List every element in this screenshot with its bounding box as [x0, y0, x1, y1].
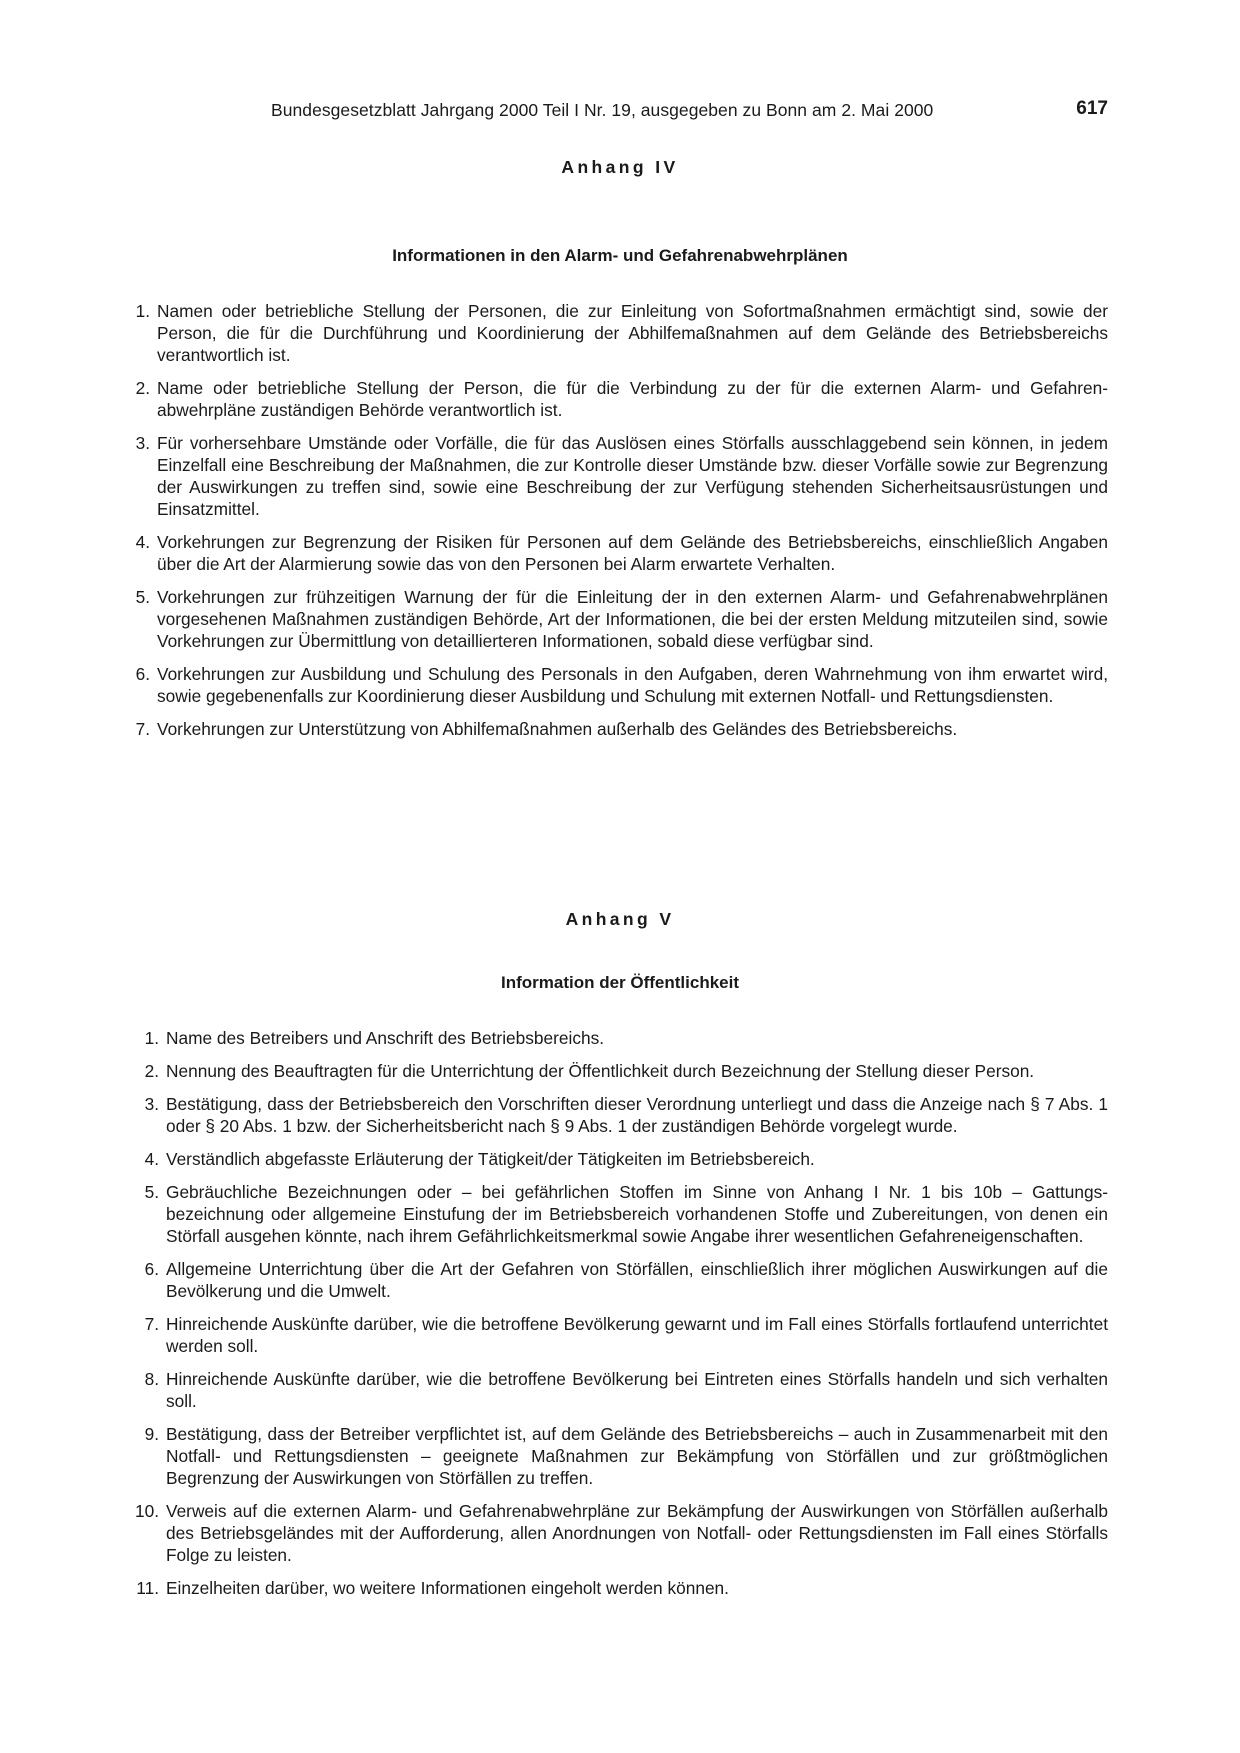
- item-number: 4.: [135, 532, 150, 552]
- item-text: Verweis auf die externen Alarm- und Gefahrenabwehrpläne zur Bekämpfung der Auswirkungen von Störfällen außerhalb des Betriebsgeländes mit der Aufforderung, allen Anordnungen von Notfall- oder Rettungsdiensten im Fall eines Störfalls Folge zu leisten.: [166, 1501, 1108, 1565]
- item-number: 5.: [144, 1182, 159, 1202]
- annex-v-list: [130, 1027, 1108, 1610]
- item-number: 1.: [135, 301, 150, 321]
- list-item: [130, 1258, 1108, 1302]
- item-text: Name des Betreibers und Anschrift des Betriebsbereichs.: [166, 1028, 605, 1048]
- item-number: 7.: [144, 1314, 159, 1334]
- list-item: [130, 1500, 1108, 1566]
- item-number: 3.: [144, 1094, 159, 1114]
- item-number: 4.: [144, 1149, 159, 1169]
- list-item: [130, 718, 1108, 740]
- list-item: [130, 1027, 1108, 1049]
- item-text: Vorkehrungen zur frühzeitigen Warnung der für die Einleitung der in den externen Alarm- und Gefahrenabwehrplänen vorgesehenen Maßnahmen zuständigen Behörde, Art der Informationen, die bei der ersten Meldung mitzuteilen sind, sowie Vorkehrungen zur Übermittlung von detaillierteren Informationen, sobald diese verfügbar sind.: [157, 587, 1108, 651]
- item-text: Bestätigung, dass der Betriebsbereich den Vorschriften dieser Verordnung unterliegt und dass die Anzeige nach § 7 Abs. 1 oder § 20 Abs. 1 bzw. der Sicherheitsbericht nach § 9 Abs. 1 der zuständigen Behörde vorgelegt wurde.: [166, 1094, 1108, 1136]
- list-item: [130, 1181, 1108, 1247]
- item-number: 10.: [134, 1501, 159, 1521]
- list-item: [130, 663, 1108, 707]
- annex-iv-title: Anhang IV: [561, 157, 679, 177]
- running-header: Bundesgesetzblatt Jahrgang 2000 Teil I Nr. 19, ausgegeben zu Bonn am 2. Mai 2000: [271, 100, 934, 120]
- item-text: Namen oder betriebliche Stellung der Personen, die zur Einleitung von Sofortmaßnahmen ermächtigt sind, sowie der Person, die für die Durchführung und Koordinierung der Abhilfemaßnahmen auf dem Gelände des Betriebsbereichs verantwortlich ist.: [157, 301, 1108, 365]
- list-item: [130, 1423, 1108, 1489]
- item-text: Bestätigung, dass der Betreiber verpflichtet ist, auf dem Gelände des Betriebsbereichs – auch in Zusammenarbeit mit den Notfall- und Rettungsdiensten – geeignete Maßnahmen zur Bekämpfung von Störfällen und zur größtmöglichen Begrenzung der Auswirkungen von Störfällen zu treffen.: [166, 1424, 1108, 1488]
- item-number: 6.: [144, 1259, 159, 1279]
- list-item: [130, 586, 1108, 652]
- item-number: 9.: [144, 1424, 159, 1444]
- item-text: Name oder betriebliche Stellung der Person, die für die Verbindung zu der für die externen Alarm- und Gefahrenabwehrpläne zuständigen Behörde verantwortlich ist.: [157, 378, 1108, 420]
- item-text: Hinreichende Auskünfte darüber, wie die betroffene Bevölkerung gewarnt und im Fall eines Störfalls fortlaufend unterrichtet werden soll.: [166, 1314, 1108, 1356]
- list-item: [130, 1368, 1108, 1412]
- item-number: 1.: [144, 1028, 159, 1048]
- annex-iv-subtitle: Informationen in den Alarm- und Gefahrenabwehrplänen: [392, 246, 848, 265]
- list-item: [130, 1577, 1108, 1599]
- item-text: Für vorhersehbare Umstände oder Vorfälle, die für das Auslösen eines Störfalls ausschlaggebend sein können, in jedem Einzelfall eine Beschreibung der Maßnahmen, die zur Kontrolle dieser Umstände bzw. dieser Vorfälle sowie zur Begrenzung der Auswirkungen zu treffen sind, sowie eine Beschreibung der zur Verfügung stehenden Sicherheitsausrüstungen und Einsatzmittel.: [157, 433, 1108, 519]
- list-item: [130, 377, 1108, 421]
- list-item: [130, 1313, 1108, 1357]
- item-text: Vorkehrungen zur Unterstützung von Abhilfemaßnahmen außerhalb des Geländes des Betriebsbereichs.: [157, 719, 958, 739]
- list-item: [130, 1093, 1108, 1137]
- list-item: [130, 1148, 1108, 1170]
- item-number: 7.: [135, 719, 150, 739]
- item-text: Verständlich abgefasste Erläuterung der Tätigkeit/der Tätigkeiten im Betriebsbereich.: [166, 1149, 815, 1169]
- page-number: 617: [1076, 98, 1108, 119]
- item-text: Nennung des Beauftragten für die Unterrichtung der Öffentlichkeit durch Bezeichnung der Stellung dieser Person.: [166, 1061, 1035, 1081]
- item-number: 2.: [135, 378, 150, 398]
- item-text: Vorkehrungen zur Begrenzung der Risiken für Personen auf dem Gelände des Betriebsbereichs, einschließlich Angaben über die Art der Alarmierung sowie das von den Personen bei Alarm erwartete Verhalten.: [157, 532, 1108, 574]
- item-text: Vorkehrungen zur Ausbildung und Schulung des Personals in den Aufgaben, deren Wahrnehmung von ihm erwartet wird, sowie gegebenenfalls zur Koordinierung dieser Ausbildung und Schulung mit externen Notfall- und Rettungsdiensten.: [157, 664, 1108, 706]
- item-text: Allgemeine Unterrichtung über die Art der Gefahren von Störfällen, einschließlich ihrer möglichen Auswirkungen auf die Bevölkerung und die Umwelt.: [166, 1259, 1108, 1301]
- item-text: Einzelheiten darüber, wo weitere Informationen eingeholt werden können.: [166, 1578, 729, 1598]
- item-number: 3.: [135, 433, 150, 453]
- annex-v-subtitle: Information der Öffentlichkeit: [500, 973, 740, 992]
- item-text: Hinreichende Auskünfte darüber, wie die betroffene Bevölkerung bei Eintreten eines Störfalls handeln und sich verhalten soll.: [166, 1369, 1108, 1411]
- item-number: 2.: [144, 1061, 159, 1081]
- list-item: [130, 432, 1108, 520]
- annex-iv-list: [130, 300, 1108, 751]
- list-item: [130, 531, 1108, 575]
- annex-v-title: Anhang V: [565, 909, 675, 929]
- item-number: 5.: [135, 587, 150, 607]
- list-item: [130, 300, 1108, 366]
- item-number: 8.: [144, 1369, 159, 1389]
- item-number: 11.: [136, 1578, 159, 1598]
- list-item: [130, 1060, 1108, 1082]
- item-number: 6.: [135, 664, 150, 684]
- item-text: Gebräuchliche Bezeichnungen oder – bei gefährlichen Stoffen im Sinne von Anhang I Nr. 1 bis 10b – Gattungsbezeichnung oder allgemeine Einstufung der im Betriebsbereich vorhandenen Stoffe und Zubereitungen, von denen ein Störfall ausgehen könnte, nach ihrem Gefährlichkeitsmerkmal sowie Angabe ihrer wesentlichen Gefahreneigenschaften.: [166, 1182, 1108, 1246]
